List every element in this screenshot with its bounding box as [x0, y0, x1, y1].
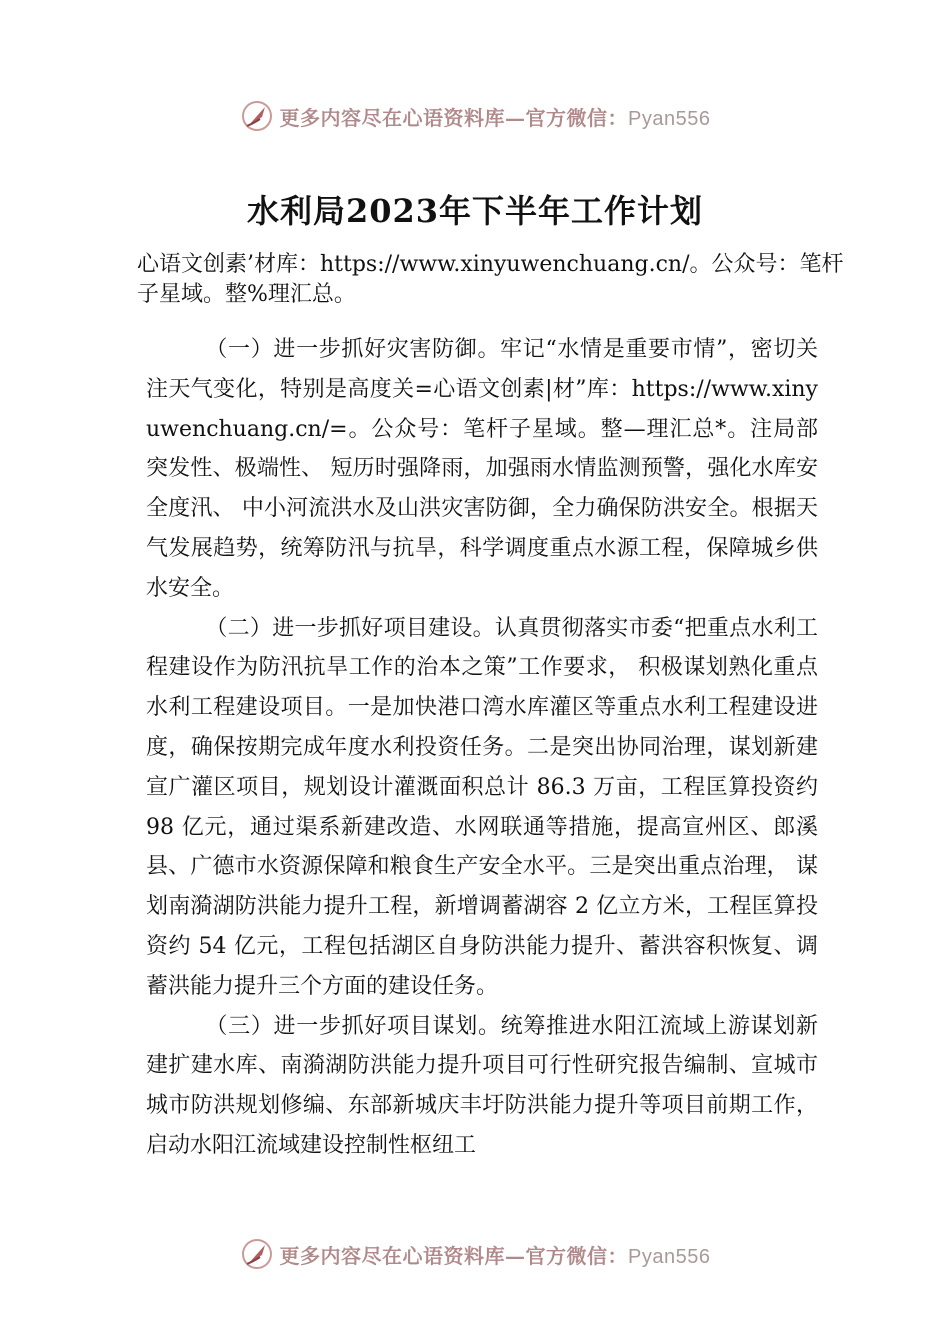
document-body: [146, 330, 818, 1166]
quill-logo-icon: [240, 99, 274, 133]
paragraph-project-construction: （二）进一步抓好项目建设。认真贯彻落实市委“把重点水利工程建设作为防汛抗旱工作的治本之策”工作要求， 积极谋划熟化重点水利工程建设项目。一是加快港口湾水库灌区等重点水利工程建设进度，确保按期完成年度水利投资任务。二是突出协同治理，谋划新建宣广灌区项目，规划设计灌溉面积总计 86.3 万亩，工程匡算投资约 98 亿元，通过渠系新建改造、水网联通等措施，提高宣州区、郎溪县、广德市水资源保障和粮食生产安全水平。三是突出重点治理， 谋划南漪湖防洪能力提升工程，新增调蓄湖容 2 亿立方米，工程匡算投资约 54 亿元，工程包括湖区自身防洪能力提升、蓄洪容积恢复、调蓄洪能力提升三个方面的建设任务。: [146, 615, 818, 999]
header-watermark-banner: [0, 96, 950, 136]
document-title: 水利局2023年下半年工作计划: [246, 192, 704, 230]
wechat-id: Pyan556: [628, 107, 711, 130]
source-note: 心语文创素’材库：https://www.xinyuwenchuang.cn/。公众号：笔杆子星域。整%理汇总。: [137, 252, 844, 307]
wechat-id: Pyan556: [628, 1245, 711, 1268]
paragraph-project-planning: （三）进一步抓好项目谋划。统筹推进水阳江流域上游谋划新建扩建水库、南漪湖防洪能力提升项目可行性研究报告编制、宣城市城市防洪规划修编、东部新城庆丰圩防洪能力提升等项目前期工作，启动水阳江流域建设控制性枢纽工: [146, 1013, 818, 1158]
quill-logo-icon: [240, 1237, 274, 1271]
header-banner-text: 更多内容尽在心语资料库—官方微信：Pyan556: [279, 105, 711, 130]
footer-watermark-banner: [0, 1234, 950, 1274]
paragraph-disaster-defense: （一）进一步抓好灾害防御。牢记“水情是重要市情”，密切关注天气变化，特别是高度关=心语文创素|材”库：https://www.xinyuwenchuang.cn/=。公众号：笔杆子星域。整—理汇总*。注局部突发性、极端性、 短历时强降雨，加强雨水情监测预警，强化水库安全度汛、 中小河流洪水及山洪灾害防御，全力确保防洪安全。根据天气发展趋势，统筹防汛与抗旱，科学调度重点水源工程，保障城乡供水安全。: [146, 337, 818, 601]
footer-banner-text: 更多内容尽在心语资料库—官方微信：Pyan556: [279, 1243, 711, 1268]
